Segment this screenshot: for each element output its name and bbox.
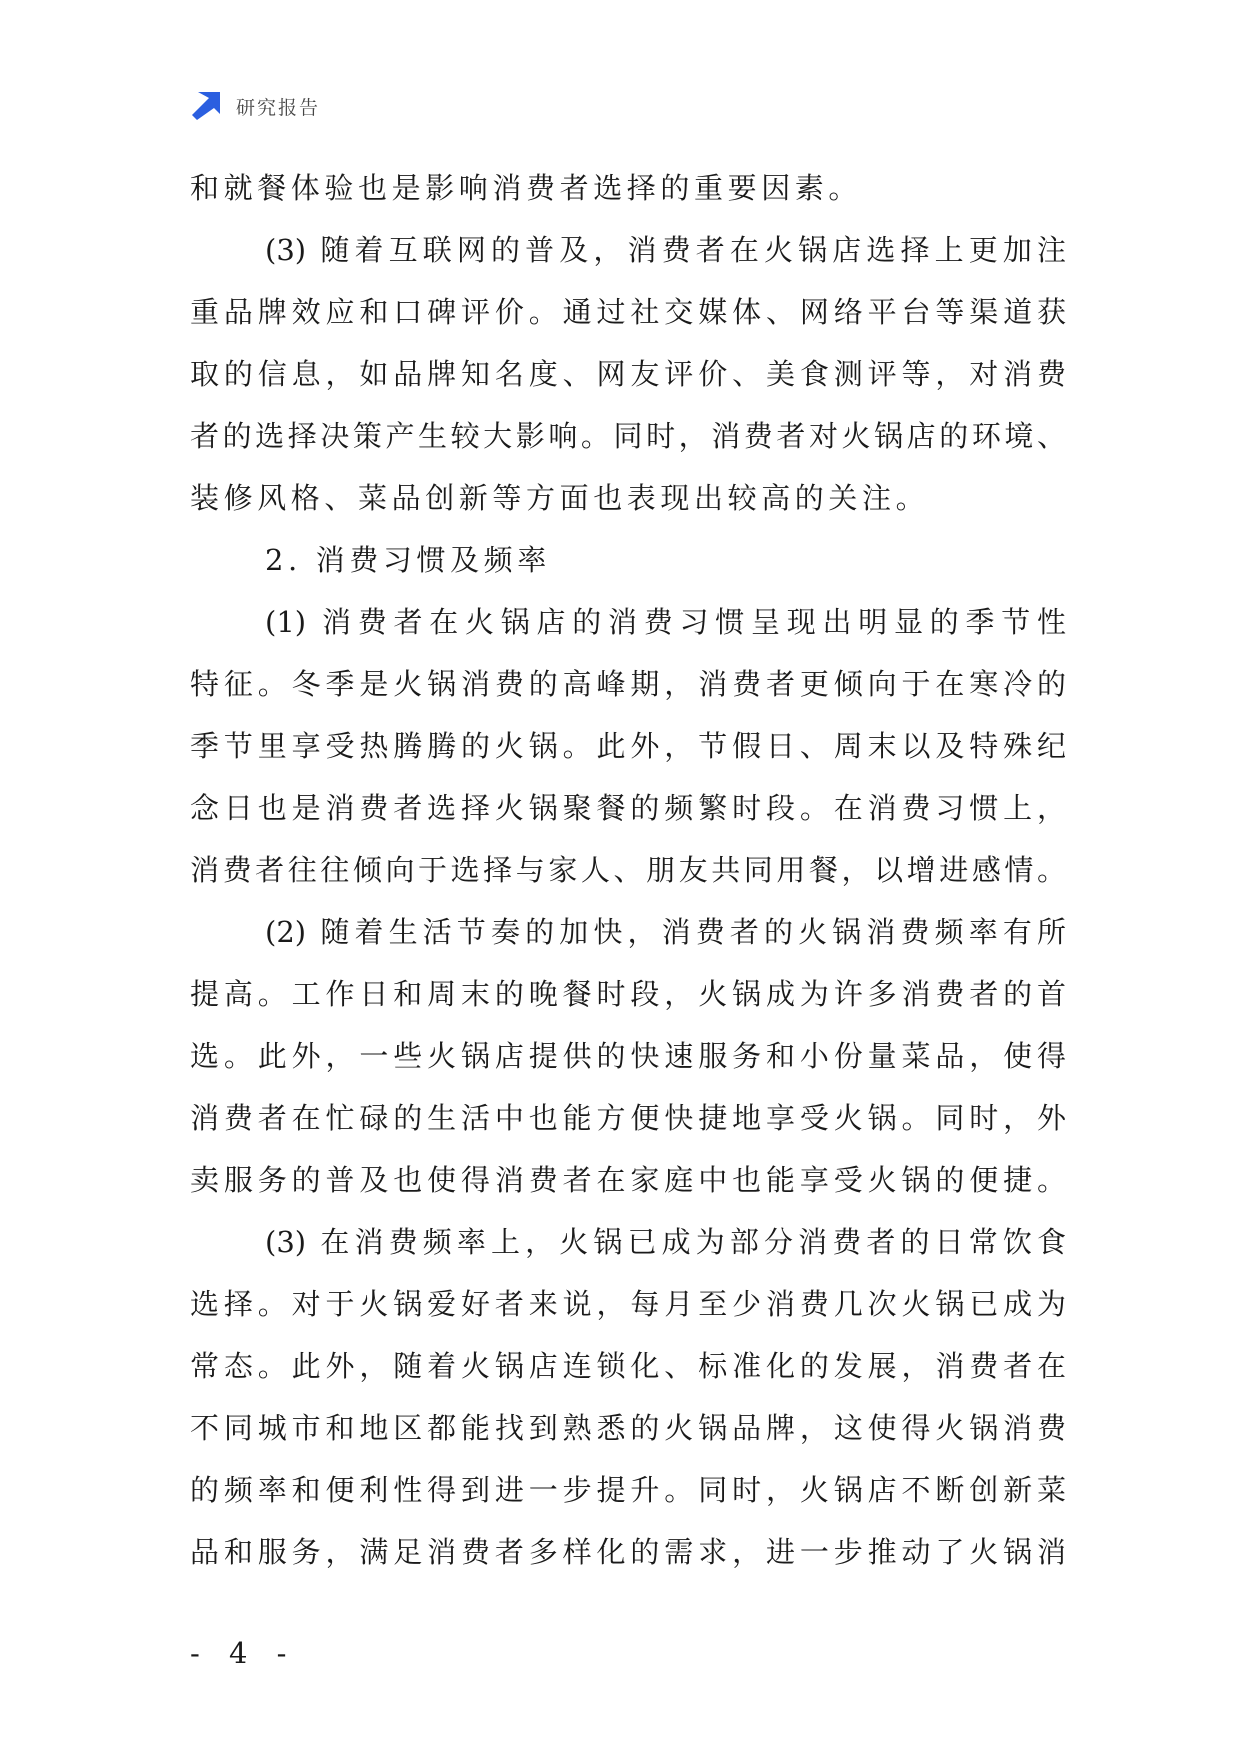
paragraph-line: 选。此外，一些火锅店提供的快速服务和小份量菜品，使得	[190, 1039, 1066, 1073]
paragraph-line: 者的选择决策产生较大影响。同时，消费者对火锅店的环境、	[190, 419, 1066, 453]
paragraph-line: 和就餐体验也是影响消费者选择的重要因素。	[190, 171, 863, 205]
paragraph-line: 卖服务的普及也使得消费者在家庭中也能享受火锅的便捷。	[190, 1163, 1066, 1197]
paragraph-line: 常态。此外，随着火锅店连锁化、标准化的发展，消费者在	[190, 1349, 1066, 1383]
paragraph-line: (1) 消费者在火锅店的消费习惯呈现出明显的季节性	[265, 605, 1066, 639]
paragraph-line: 季节里享受热腾腾的火锅。此外，节假日、周末以及特殊纪	[190, 729, 1066, 763]
paragraph-line: 重品牌效应和口碑评价。通过社交媒体、网络平台等渠道获	[190, 295, 1066, 329]
paragraph-line: (3) 在消费频率上，火锅已成为部分消费者的日常饮食	[265, 1225, 1066, 1259]
paragraph-line: 的频率和便利性得到进一步提升。同时，火锅店不断创新菜	[190, 1473, 1066, 1507]
paragraph-line: (3) 随着互联网的普及，消费者在火锅店选择上更加注	[265, 233, 1066, 267]
page-number: - 4 -	[190, 1636, 297, 1670]
paragraph-line: 提高。工作日和周末的晚餐时段，火锅成为许多消费者的首	[190, 977, 1066, 1011]
page-header	[190, 88, 320, 124]
header-title: 研究报告	[236, 96, 321, 119]
paragraph-line: 不同城市和地区都能找到熟悉的火锅品牌，这使得火锅消费	[190, 1411, 1066, 1445]
paragraph-line: 特征。冬季是火锅消费的高峰期，消费者更倾向于在寒冷的	[190, 667, 1066, 701]
paragraph-line: 消费者在忙碌的生活中也能方便快捷地享受火锅。同时，外	[190, 1101, 1066, 1135]
arrow-up-right-logo	[190, 90, 222, 122]
section-heading: 2. 消费习惯及频率	[265, 543, 551, 577]
paragraph-line: 消费者往往倾向于选择与家人、朋友共同用餐，以增进感情。	[190, 853, 1066, 887]
paragraph-line: 品和服务，满足消费者多样化的需求，进一步推动了火锅消	[190, 1535, 1066, 1569]
document-body	[190, 157, 1066, 1583]
paragraph-line: 装修风格、菜品创新等方面也表现出较高的关注。	[190, 481, 930, 515]
paragraph-line: 取的信息，如品牌知名度、网友评价、美食测评等，对消费	[190, 357, 1066, 391]
paragraph-line: (2) 随着生活节奏的加快，消费者的火锅消费频率有所	[265, 915, 1066, 949]
paragraph-line: 念日也是消费者选择火锅聚餐的频繁时段。在消费习惯上，	[190, 791, 1066, 825]
paragraph-line: 选择。对于火锅爱好者来说，每月至少消费几次火锅已成为	[190, 1287, 1066, 1321]
